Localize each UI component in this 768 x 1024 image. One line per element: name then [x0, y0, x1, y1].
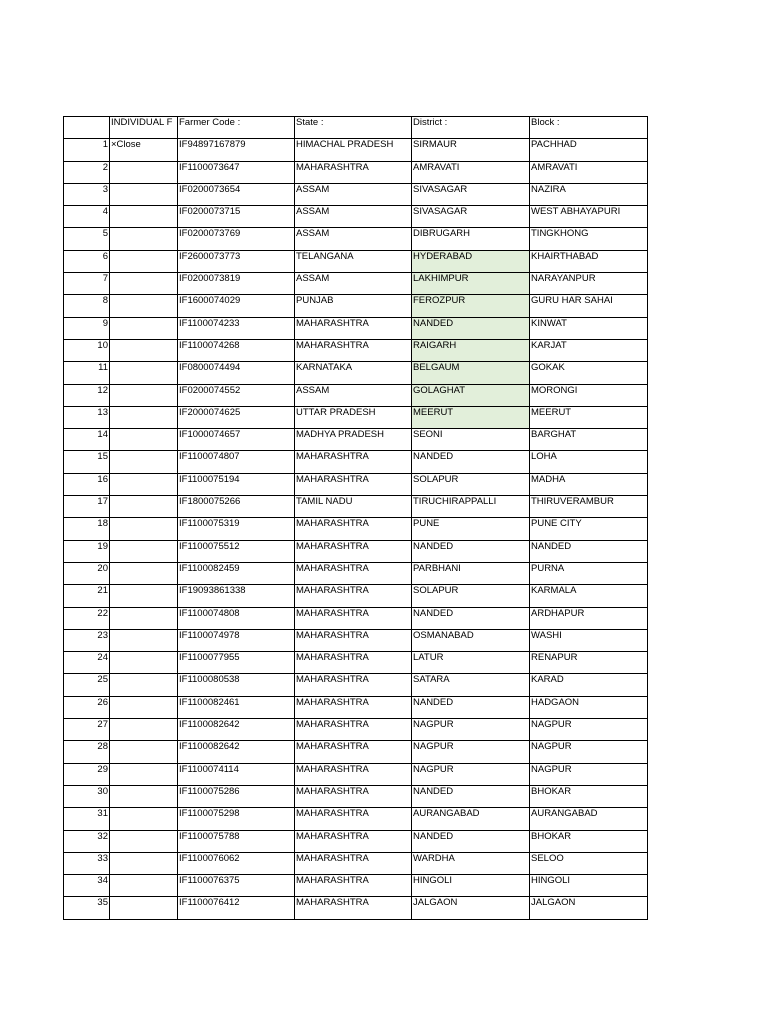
district-cell: HINGOLI: [412, 875, 530, 897]
district-cell: LATUR: [412, 652, 530, 674]
district-cell: WARDHA: [412, 852, 530, 874]
row-number-cell: 27: [64, 719, 110, 741]
row-number-cell: 33: [64, 852, 110, 874]
district-cell: SIRMAUR: [412, 139, 530, 161]
farmer-code-cell: IF1100075298: [178, 808, 295, 830]
table-row: [64, 250, 648, 272]
block-cell: NAGPUR: [530, 741, 648, 763]
farmer-code-cell: IF0800074494: [178, 362, 295, 384]
individual-cell: [110, 785, 178, 807]
district-cell: OSMANABAD: [412, 629, 530, 651]
farmer-table-body: [64, 117, 648, 920]
individual-cell: [110, 362, 178, 384]
block-cell: TINGKHONG: [530, 228, 648, 250]
row-number-cell: 34: [64, 875, 110, 897]
block-cell: THIRUVERAMBUR: [530, 496, 648, 518]
table-row: [64, 362, 648, 384]
farmer-code-cell: IF1100075319: [178, 518, 295, 540]
state-cell: MAHARASHTRA: [295, 317, 412, 339]
farmer-code-cell: IF0200074552: [178, 384, 295, 406]
district-cell: SOLAPUR: [412, 473, 530, 495]
state-cell: TELANGANA: [295, 250, 412, 272]
farmer-code-cell: IF2600073773: [178, 250, 295, 272]
row-number-cell: 20: [64, 562, 110, 584]
district-cell: RAIGARH: [412, 339, 530, 361]
state-cell: MAHARASHTRA: [295, 741, 412, 763]
row-number-cell: 17: [64, 496, 110, 518]
row-number-cell: 25: [64, 674, 110, 696]
district-cell: MEERUT: [412, 406, 530, 428]
farmer-code-cell: IF0200073769: [178, 228, 295, 250]
state-cell: MAHARASHTRA: [295, 585, 412, 607]
table-row: [64, 496, 648, 518]
block-cell: ARDHAPUR: [530, 607, 648, 629]
individual-cell: [110, 518, 178, 540]
table-row: [64, 763, 648, 785]
table-row: [64, 875, 648, 897]
state-cell: HIMACHAL PRADESH: [295, 139, 412, 161]
state-cell: ASSAM: [295, 273, 412, 295]
block-cell: KARJAT: [530, 339, 648, 361]
individual-cell: [110, 429, 178, 451]
individual-cell: [110, 295, 178, 317]
state-cell: UTTAR PRADESH: [295, 406, 412, 428]
row-number-cell: 10: [64, 339, 110, 361]
block-cell: MADHA: [530, 473, 648, 495]
table-row: [64, 562, 648, 584]
row-number-cell: 28: [64, 741, 110, 763]
farmer-code-cell: IF2000074625: [178, 406, 295, 428]
farmer-code-cell: IF1100077955: [178, 652, 295, 674]
table-row: [64, 852, 648, 874]
block-cell: AURANGABAD: [530, 808, 648, 830]
table-row: [64, 228, 648, 250]
header-cell-index: [64, 117, 110, 139]
district-cell: TIRUCHIRAPPALLI: [412, 496, 530, 518]
table-row: [64, 183, 648, 205]
row-number-cell: 29: [64, 763, 110, 785]
table-row: [64, 808, 648, 830]
row-number-cell: 3: [64, 183, 110, 205]
farmer-code-cell: IF19093861338: [178, 585, 295, 607]
farmer-code-cell: IF1100075194: [178, 473, 295, 495]
district-cell: SEONI: [412, 429, 530, 451]
state-cell: MAHARASHTRA: [295, 785, 412, 807]
district-cell: NAGPUR: [412, 763, 530, 785]
block-cell: PACHHAD: [530, 139, 648, 161]
individual-cell: [110, 674, 178, 696]
farmer-code-cell: IF0200073819: [178, 273, 295, 295]
block-cell: KARMALA: [530, 585, 648, 607]
state-cell: MAHARASHTRA: [295, 674, 412, 696]
state-cell: MAHARASHTRA: [295, 607, 412, 629]
row-number-cell: 22: [64, 607, 110, 629]
individual-cell: [110, 384, 178, 406]
row-number-cell: 24: [64, 652, 110, 674]
state-cell: MAHARASHTRA: [295, 540, 412, 562]
block-cell: WASHI: [530, 629, 648, 651]
row-number-cell: 21: [64, 585, 110, 607]
state-cell: PUNJAB: [295, 295, 412, 317]
individual-cell: [110, 250, 178, 272]
individual-cell: [110, 741, 178, 763]
individual-cell: [110, 273, 178, 295]
farmer-code-cell: IF1100075512: [178, 540, 295, 562]
individual-cell: [110, 808, 178, 830]
table-row: [64, 785, 648, 807]
state-cell: MAHARASHTRA: [295, 451, 412, 473]
row-number-cell: 5: [64, 228, 110, 250]
farmer-code-cell: IF1000074657: [178, 429, 295, 451]
state-cell: MAHARASHTRA: [295, 652, 412, 674]
individual-cell: [110, 206, 178, 228]
farmer-code-cell: IF94897167879: [178, 139, 295, 161]
district-cell: AMRAVATI: [412, 161, 530, 183]
header-cell-district: District :: [412, 117, 530, 139]
farmer-code-cell: IF1100074807: [178, 451, 295, 473]
row-number-cell: 16: [64, 473, 110, 495]
block-cell: PURNA: [530, 562, 648, 584]
row-number-cell: 12: [64, 384, 110, 406]
table-row: [64, 719, 648, 741]
block-cell: MEERUT: [530, 406, 648, 428]
state-cell: TAMIL NADU: [295, 496, 412, 518]
individual-cell: [110, 540, 178, 562]
individual-cell: [110, 875, 178, 897]
row-number-cell: 13: [64, 406, 110, 428]
district-cell: AURANGABAD: [412, 808, 530, 830]
table-row: [64, 273, 648, 295]
row-number-cell: 14: [64, 429, 110, 451]
block-cell: NAGPUR: [530, 719, 648, 741]
farmer-code-cell: IF1800075266: [178, 496, 295, 518]
row-number-cell: 4: [64, 206, 110, 228]
district-cell: SIVASAGAR: [412, 183, 530, 205]
block-cell: JALGAON: [530, 897, 648, 919]
block-cell: BHOKAR: [530, 785, 648, 807]
row-number-cell: 15: [64, 451, 110, 473]
header-cell-state: State :: [295, 117, 412, 139]
block-cell: NAZIRA: [530, 183, 648, 205]
farmer-code-cell: IF1100074114: [178, 763, 295, 785]
individual-cell: [110, 629, 178, 651]
district-cell: NANDED: [412, 451, 530, 473]
district-cell: NANDED: [412, 696, 530, 718]
row-number-cell: 9: [64, 317, 110, 339]
individual-cell: [110, 696, 178, 718]
header-cell-farmer-code: Farmer Code :: [178, 117, 295, 139]
individual-cell: [110, 607, 178, 629]
farmer-code-cell: IF1100075788: [178, 830, 295, 852]
farmer-code-cell: IF1600074029: [178, 295, 295, 317]
state-cell: MAHARASHTRA: [295, 830, 412, 852]
district-cell: HYDERABAD: [412, 250, 530, 272]
table-row: [64, 696, 648, 718]
individual-cell: [110, 406, 178, 428]
table-row: [64, 585, 648, 607]
farmer-code-cell: IF0200073715: [178, 206, 295, 228]
header-row: [64, 117, 648, 139]
district-cell: SIVASAGAR: [412, 206, 530, 228]
table-row: [64, 206, 648, 228]
individual-cell: [110, 652, 178, 674]
state-cell: MAHARASHTRA: [295, 562, 412, 584]
state-cell: MAHARASHTRA: [295, 875, 412, 897]
row-number-cell: 8: [64, 295, 110, 317]
individual-cell: [110, 496, 178, 518]
table-row: [64, 339, 648, 361]
farmer-code-cell: IF1100076062: [178, 852, 295, 874]
block-cell: AMRAVATI: [530, 161, 648, 183]
table-row: [64, 540, 648, 562]
block-cell: KHAIRTHABAD: [530, 250, 648, 272]
district-cell: GOLAGHAT: [412, 384, 530, 406]
row-number-cell: 1: [64, 139, 110, 161]
farmer-code-cell: IF1100082642: [178, 741, 295, 763]
individual-cell: [110, 317, 178, 339]
district-cell: BELGAUM: [412, 362, 530, 384]
table-row: [64, 674, 648, 696]
farmer-code-cell: IF1100074808: [178, 607, 295, 629]
individual-cell: [110, 228, 178, 250]
table-row: [64, 607, 648, 629]
individual-cell: [110, 897, 178, 919]
state-cell: MAHARASHTRA: [295, 852, 412, 874]
individual-cell: [110, 852, 178, 874]
block-cell: GOKAK: [530, 362, 648, 384]
state-cell: ASSAM: [295, 384, 412, 406]
table-row: [64, 518, 648, 540]
table-row: [64, 406, 648, 428]
block-cell: GURU HAR SAHAI: [530, 295, 648, 317]
farmer-code-cell: IF1100074978: [178, 629, 295, 651]
farmer-code-cell: IF1100082459: [178, 562, 295, 584]
table-row: [64, 317, 648, 339]
table-row: [64, 652, 648, 674]
state-cell: MAHARASHTRA: [295, 808, 412, 830]
state-cell: MAHARASHTRA: [295, 763, 412, 785]
individual-cell: [110, 830, 178, 852]
table-row: [64, 295, 648, 317]
state-cell: MAHARASHTRA: [295, 518, 412, 540]
header-cell-individual: INDIVIDUAL F: [110, 117, 178, 139]
table-row: [64, 897, 648, 919]
farmer-code-cell: IF1100076375: [178, 875, 295, 897]
farmer-code-cell: IF1100074233: [178, 317, 295, 339]
state-cell: KARNATAKA: [295, 362, 412, 384]
state-cell: MAHARASHTRA: [295, 161, 412, 183]
block-cell: MORONGI: [530, 384, 648, 406]
block-cell: BARGHAT: [530, 429, 648, 451]
table-row: [64, 629, 648, 651]
individual-cell: [110, 161, 178, 183]
district-cell: JALGAON: [412, 897, 530, 919]
block-cell: RENAPUR: [530, 652, 648, 674]
block-cell: SELOO: [530, 852, 648, 874]
block-cell: HINGOLI: [530, 875, 648, 897]
block-cell: NAGPUR: [530, 763, 648, 785]
state-cell: MAHARASHTRA: [295, 473, 412, 495]
header-cell-block: Block :: [530, 117, 648, 139]
row-number-cell: 11: [64, 362, 110, 384]
district-cell: LAKHIMPUR: [412, 273, 530, 295]
row-number-cell: 6: [64, 250, 110, 272]
block-cell: NARAYANPUR: [530, 273, 648, 295]
block-cell: BHOKAR: [530, 830, 648, 852]
row-number-cell: 23: [64, 629, 110, 651]
district-cell: NAGPUR: [412, 719, 530, 741]
district-cell: SOLAPUR: [412, 585, 530, 607]
block-cell: KARAD: [530, 674, 648, 696]
district-cell: PARBHANI: [412, 562, 530, 584]
farmer-code-cell: IF1100073647: [178, 161, 295, 183]
table-row: [64, 451, 648, 473]
table-row: [64, 473, 648, 495]
individual-cell: [110, 585, 178, 607]
state-cell: MAHARASHTRA: [295, 629, 412, 651]
district-cell: SATARA: [412, 674, 530, 696]
table-row: [64, 384, 648, 406]
row-number-cell: 26: [64, 696, 110, 718]
district-cell: FEROZPUR: [412, 295, 530, 317]
table-row: [64, 741, 648, 763]
block-cell: KINWAT: [530, 317, 648, 339]
farmer-code-cell: IF1100082461: [178, 696, 295, 718]
individual-cell: [110, 451, 178, 473]
row-number-cell: 31: [64, 808, 110, 830]
state-cell: ASSAM: [295, 228, 412, 250]
farmer-code-cell: IF1100074268: [178, 339, 295, 361]
block-cell: NANDED: [530, 540, 648, 562]
district-cell: NANDED: [412, 830, 530, 852]
farmer-code-cell: IF1100080538: [178, 674, 295, 696]
farmer-table: [63, 116, 648, 920]
row-number-cell: 30: [64, 785, 110, 807]
block-cell: LOHA: [530, 451, 648, 473]
district-cell: NAGPUR: [412, 741, 530, 763]
state-cell: MADHYA PRADESH: [295, 429, 412, 451]
farmer-code-cell: IF1100076412: [178, 897, 295, 919]
table-row: [64, 139, 648, 161]
individual-cell: ×Close: [110, 139, 178, 161]
district-cell: NANDED: [412, 785, 530, 807]
row-number-cell: 35: [64, 897, 110, 919]
table-row: [64, 161, 648, 183]
individual-cell: [110, 763, 178, 785]
state-cell: MAHARASHTRA: [295, 719, 412, 741]
state-cell: MAHARASHTRA: [295, 897, 412, 919]
individual-cell: [110, 719, 178, 741]
row-number-cell: 18: [64, 518, 110, 540]
state-cell: ASSAM: [295, 206, 412, 228]
table-row: [64, 429, 648, 451]
row-number-cell: 32: [64, 830, 110, 852]
row-number-cell: 19: [64, 540, 110, 562]
district-cell: NANDED: [412, 317, 530, 339]
district-cell: NANDED: [412, 607, 530, 629]
farmer-code-cell: IF0200073654: [178, 183, 295, 205]
individual-cell: [110, 339, 178, 361]
state-cell: MAHARASHTRA: [295, 339, 412, 361]
block-cell: PUNE CITY: [530, 518, 648, 540]
row-number-cell: 2: [64, 161, 110, 183]
row-number-cell: 7: [64, 273, 110, 295]
district-cell: NANDED: [412, 540, 530, 562]
individual-cell: [110, 183, 178, 205]
block-cell: WEST ABHAYAPURI: [530, 206, 648, 228]
farmer-code-cell: IF1100082642: [178, 719, 295, 741]
individual-cell: [110, 562, 178, 584]
district-cell: DIBRUGARH: [412, 228, 530, 250]
block-cell: HADGAON: [530, 696, 648, 718]
state-cell: MAHARASHTRA: [295, 696, 412, 718]
state-cell: ASSAM: [295, 183, 412, 205]
table-row: [64, 830, 648, 852]
district-cell: PUNE: [412, 518, 530, 540]
individual-cell: [110, 473, 178, 495]
farmer-code-cell: IF1100075286: [178, 785, 295, 807]
